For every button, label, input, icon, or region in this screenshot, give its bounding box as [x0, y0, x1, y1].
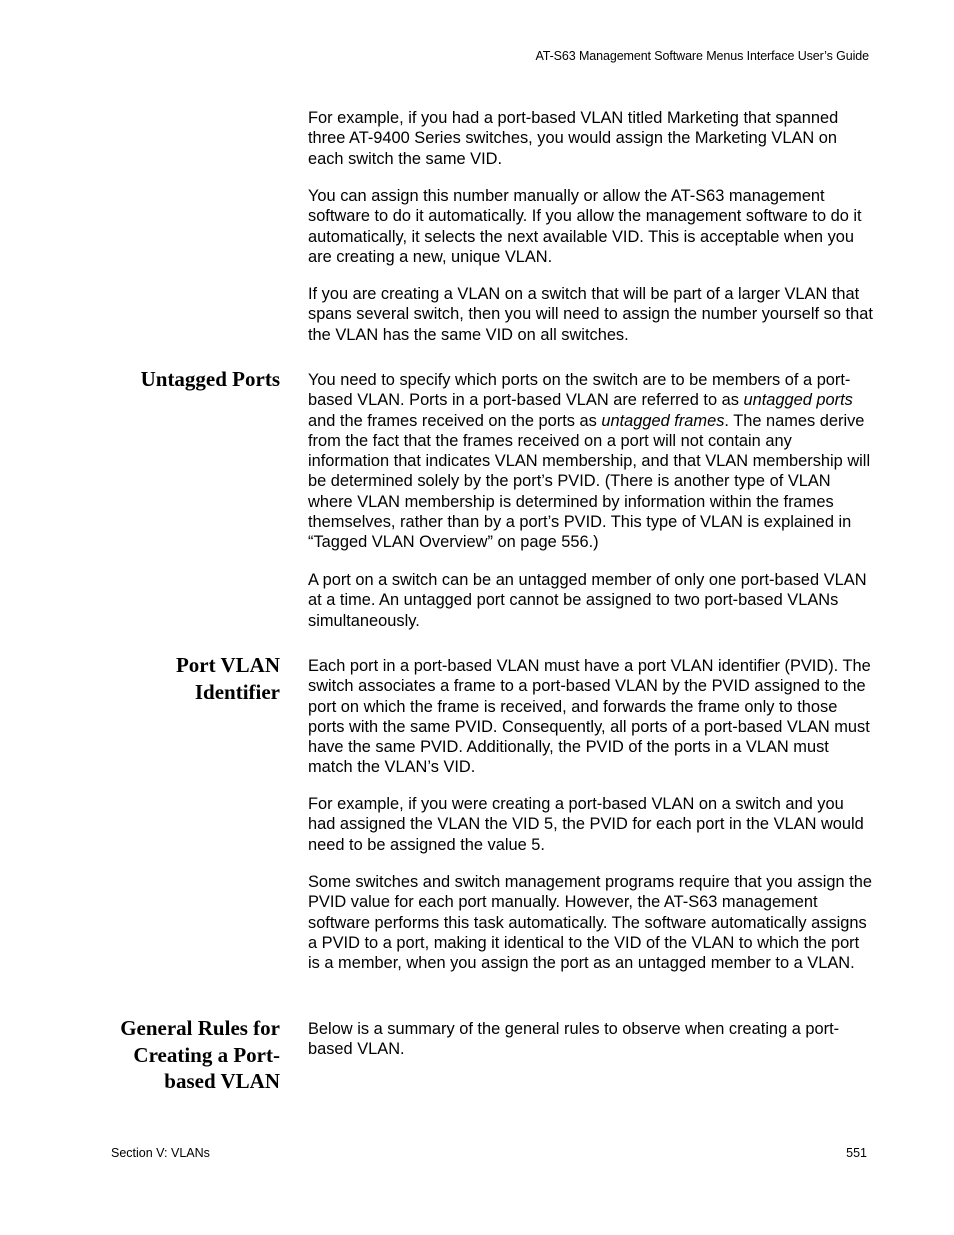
intro-paragraph-3: If you are creating a VLAN on a switch that will be part of a larger VLAN that spans several switch, then you will need to assign the number yourself so that the VLAN has the same VID on all switches. — [308, 285, 873, 344]
general-rules-paragraph-1: Below is a summary of the general rules to observe when creating a port-based VLAN. — [308, 1020, 840, 1059]
untagged-frames-term: untagged frames — [601, 411, 725, 430]
untagged-ports-paragraph-2: A port on a switch can be an untagged member of only one port-based VLAN at a time. An untagged port cannot be assigned to two port-based VLANs simultaneously. — [308, 571, 867, 630]
intro-paragraph-1: For example, if you had a port-based VLAN titled Marketing that spanned three AT-9400 Series switches, you would assign the Marketing VLAN on each switch the same VID. — [308, 109, 839, 168]
running-header: AT-S63 Management Software Menus Interface User’s Guide — [535, 49, 869, 63]
pvid-paragraph-3: Some switches and switch management programs require that you assign the PVID value for each port manually. However, the AT-S63 management software performs this task automatically. The software automatically assigns a PVID to a port, making it identical to the VID of the VLAN to which the port is a member, when you assign the port as an untagged member to a VLAN. — [308, 873, 872, 973]
pvid-heading: Port VLAN Identifier — [175, 653, 280, 704]
footer-section-label: Section V: VLANs — [111, 1146, 210, 1160]
untagged-ports-heading: Untagged Ports — [140, 367, 280, 391]
intro-paragraph-2: You can assign this number manually or allow the AT-S63 management software to do it automatically. If you allow the management software to do it automatically, it selects the next available VID. This is acceptable when you are creating a new, unique VLAN. — [308, 187, 862, 266]
pvid-paragraph-2: For example, if you were creating a port-based VLAN on a switch and you had assigned the VLAN the VID 5, the PVID for each port in the VLAN would need to be assigned the value 5. — [308, 795, 864, 854]
general-rules-heading: General Rules for Creating a Port- based VLAN — [120, 1016, 280, 1093]
page-number: 551 — [846, 1146, 867, 1160]
pvid-paragraph-1: Each port in a port-based VLAN must have a port VLAN identifier (PVID). The switch associates a frame to a port-based VLAN by the PVID assigned to the port on which the frame is received, and forwards the frame only to those ports with the same PVID. Consequently, all ports of a port-based VLAN must have the same PVID. Additionally, the PVID of the ports in a VLAN must match the VLAN’s VID. — [308, 657, 871, 777]
untagged-ports-term: untagged ports — [743, 391, 853, 410]
untagged-ports-paragraph-1: You need to specify which ports on the switch are to be members of a port-based VLAN. Ports in a port-based VLAN are referred to as untagged ports and the frames received on the ports as untagged frames. The names derive from the fact that the frames received on a port will not contain any information that indicates VLAN membership, and that VLAN membership will be determined solely by the port’s PVID. (There is another type of VLAN where VLAN membership is determined by information within the frames themselves, rather than by a port’s PVID. This type of VLAN is explained in “Tagged VLAN Overview” on page 556.) — [308, 371, 871, 552]
